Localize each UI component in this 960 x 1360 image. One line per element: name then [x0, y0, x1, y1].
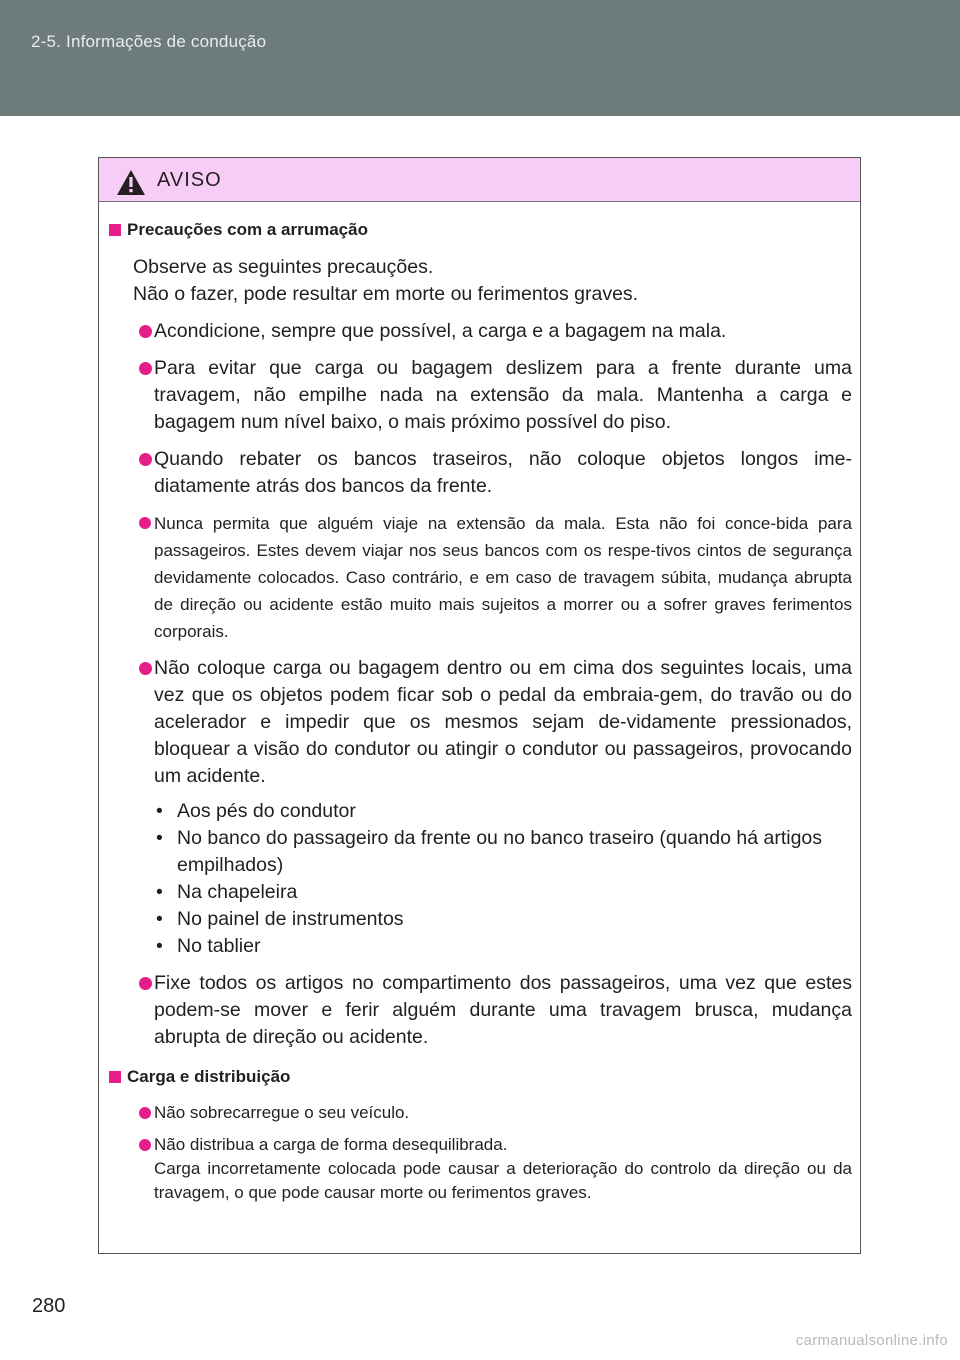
sub-list: [156, 798, 852, 960]
list-item: Não coloque carga ou bagagem dentro ou em cima dos seguintes locais, uma vez que os objetos podem ficar sob o pedal da embraia-gem, do travão ou do acelerador e impedir que os mesmos sejam de-vidamente pressionados, bloquear a visão do condutor ou atingir o condutor ou passageiros, provocando um acidente.: [121, 655, 852, 790]
list-item: Quando rebater os bancos traseiros, não coloque objetos longos ime-diatamente atrás dos bancos da frente.: [121, 446, 852, 500]
warning-triangle-icon: [116, 169, 146, 196]
warning-title: AVISO: [157, 169, 222, 191]
list-item: Para evitar que carga ou bagagem deslizem para a frente durante uma travagem, não empilhe nada na extensão da mala. Mantenha a carga e bagagem num nível baixo, o mais próximo possível do piso.: [121, 355, 852, 436]
circle-bullet-icon: [139, 325, 152, 338]
list-item: Não sobrecarregue o seu veículo.: [121, 1101, 852, 1125]
square-bullet-icon: [109, 224, 121, 236]
sub-list-item: • Na chapeleira: [156, 881, 298, 903]
sub-list-item: • No painel de instrumentos: [156, 908, 404, 930]
watermark: carmanualsonline.info: [795, 1332, 948, 1349]
section-heading: Precauções com a arrumação: [109, 220, 852, 240]
list-item: Não distribua a carga de forma desequilibrada. Carga incorretamente colocada pode causar a deterioração do controlo da direção ou da travagem, o que pode causar morte ou ferimentos graves.: [121, 1133, 852, 1205]
page-header: [0, 0, 960, 116]
list-item: Acondicione, sempre que possível, a carga e a bagagem na mala.: [121, 318, 852, 345]
warning-box: [98, 157, 861, 1254]
warning-header: [99, 158, 860, 202]
sub-list-item: • No tablier: [156, 935, 261, 957]
intro-text: Observe as seguintes precauções. Não o fazer, pode resultar em morte ou ferimentos graves.: [133, 256, 639, 305]
list-item: Nunca permita que alguém viaje na extensão da mala. Esta não foi conce-bida para passageiros. Estes devem viajar nos seus bancos com os respe-tivos cintos de segurança devidamente colocados. Caso contrário, e em caso de travagem súbita, mudança abrupta de direção ou acidente estão muito mais sujeitos a morrer ou a sofrer graves ferimentos corporais.: [121, 510, 852, 645]
circle-bullet-icon: [139, 1107, 151, 1119]
warning-content: [99, 202, 860, 1205]
note-text: Carga incorretamente colocada pode causar a deterioração do controlo da direção ou da travagem, o que pode causar morte ou ferimentos graves.: [154, 1159, 852, 1202]
list-item: Fixe todos os artigos no compartimento dos passageiros, uma vez que estes podem-se mover e ferir alguém durante uma travagem brusca, mudança abrupta de direção ou acidente.: [121, 970, 852, 1051]
circle-bullet-icon: [139, 1139, 151, 1151]
circle-bullet-icon: [139, 362, 152, 375]
section-heading: Carga e distribuição: [109, 1067, 852, 1087]
circle-bullet-icon: [139, 977, 152, 990]
section-title: 2-5. Informações de condução: [31, 32, 267, 51]
circle-bullet-icon: [139, 517, 151, 529]
page-number: 280: [32, 1295, 66, 1317]
sub-list-item: • No banco do passageiro da frente ou no banco traseiro (quando há artigos empilhados): [156, 827, 823, 876]
sub-list-item: • Aos pés do condutor: [156, 800, 356, 822]
circle-bullet-icon: [139, 453, 152, 466]
square-bullet-icon: [109, 1071, 121, 1083]
circle-bullet-icon: [139, 662, 152, 675]
